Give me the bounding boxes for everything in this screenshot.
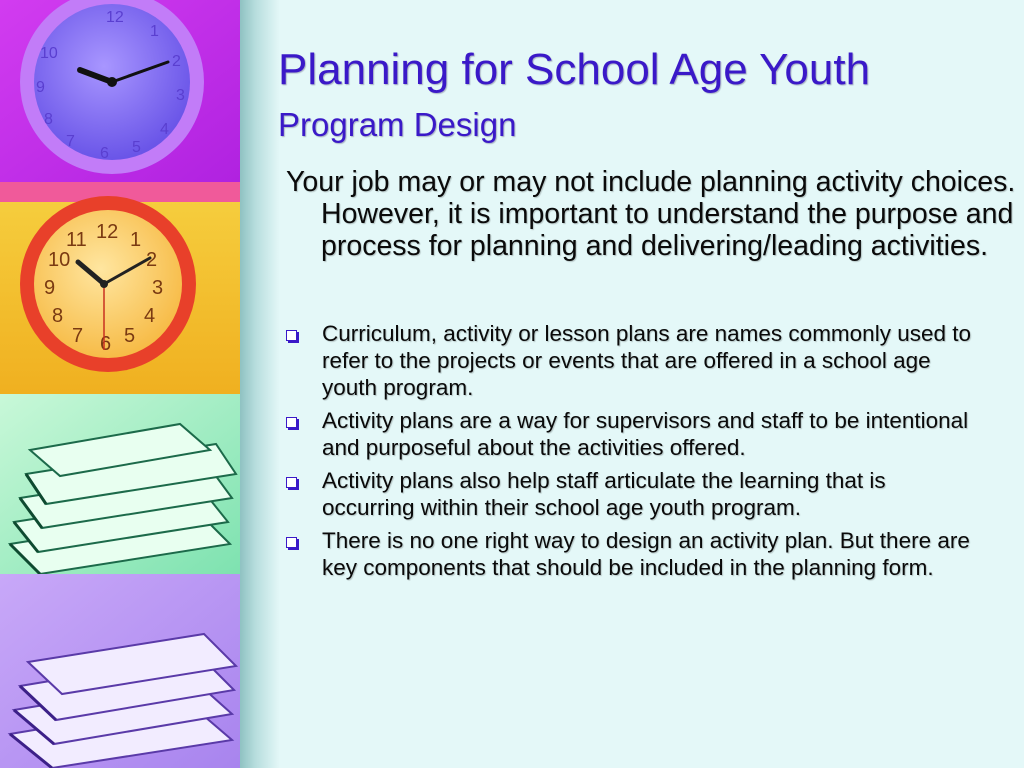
- svg-text:2: 2: [172, 53, 181, 70]
- svg-text:9: 9: [44, 277, 56, 299]
- svg-text:2: 2: [146, 249, 158, 271]
- svg-text:5: 5: [124, 325, 136, 347]
- square-bullet-icon: [286, 330, 297, 341]
- list-item: [284, 467, 984, 521]
- svg-text:6: 6: [100, 145, 109, 162]
- square-bullet-icon: [286, 537, 297, 548]
- page-title: Planning for School Age Youth: [278, 45, 871, 94]
- svg-text:12: 12: [106, 9, 124, 26]
- purple-books-icon: [0, 574, 240, 768]
- svg-text:12: 12: [96, 221, 119, 243]
- svg-text:8: 8: [52, 305, 64, 327]
- decorative-image-strip: [0, 0, 240, 768]
- svg-text:3: 3: [152, 277, 164, 299]
- list-item-text: Activity plans also help staff articulate the learning that is occurring within their school age youth program.: [322, 468, 886, 520]
- list-item-text: Activity plans are a way for supervisors and staff to be intentional and purposeful about the activities offered.: [322, 408, 969, 460]
- list-item-text: There is no one right way to design an activity plan. But there are key components that should be included in the planning form.: [322, 528, 970, 580]
- svg-text:9: 9: [36, 79, 45, 96]
- svg-text:7: 7: [72, 325, 84, 347]
- strip-shadow: [240, 0, 280, 768]
- purple-clock-icon: [0, 0, 240, 182]
- svg-text:4: 4: [144, 305, 156, 327]
- green-books-icon: [0, 394, 240, 574]
- svg-text:10: 10: [40, 45, 58, 62]
- svg-text:11: 11: [66, 229, 87, 251]
- svg-text:10: 10: [48, 249, 71, 271]
- page-subtitle: Program Design: [278, 106, 517, 143]
- square-bullet-icon: [286, 477, 297, 488]
- list-item: [284, 527, 984, 581]
- svg-text:6: 6: [100, 333, 112, 355]
- orange-clock-icon: [0, 182, 240, 394]
- svg-text:8: 8: [44, 111, 53, 128]
- svg-text:5: 5: [132, 139, 141, 156]
- svg-text:7: 7: [66, 133, 75, 150]
- list-item: [284, 407, 984, 461]
- svg-text:1: 1: [150, 23, 159, 40]
- svg-text:1: 1: [130, 229, 142, 251]
- bullet-list: [284, 320, 984, 587]
- svg-text:3: 3: [176, 87, 185, 104]
- square-bullet-icon: [286, 417, 297, 428]
- intro-paragraph: Your job may or may not include planning activity choices. However, it is important to understand the purpose and process for planning and delivering/leading activities.: [286, 166, 1016, 262]
- list-item: [284, 320, 984, 401]
- list-item-text: Curriculum, activity or lesson plans are names commonly used to refer to the projects or events that are offered in a school age youth program.: [322, 321, 972, 400]
- svg-text:4: 4: [160, 121, 169, 138]
